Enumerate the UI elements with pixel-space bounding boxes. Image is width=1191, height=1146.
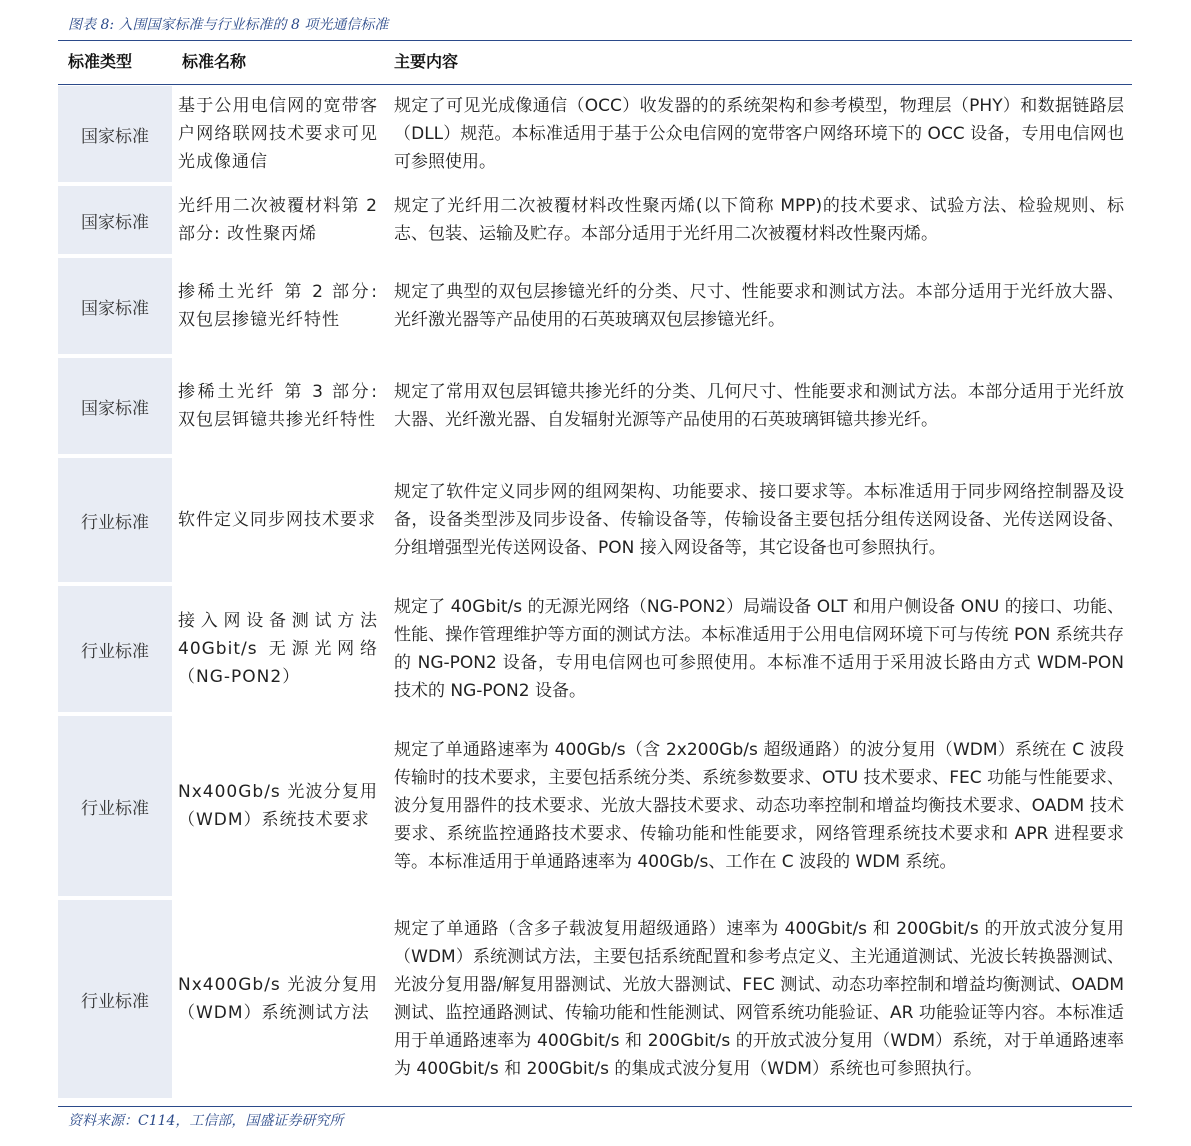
standard-name: Nx400Gb/s 光波分复用（WDM）系统技术要求 (178, 782, 378, 830)
standard-content: 规定了可见光成像通信（OCC）收发器的的系统架构和参考模型，物理层（PHY）和数据链路层（DLL）规范。本标准适用于基于公众电信网的宽带客户网络环境下的 OCC 设备，专用电信网也可参照使用。 (394, 96, 1124, 172)
standard-type: 国家标准 (58, 258, 172, 354)
header-divider (58, 84, 1132, 85)
figure-caption: 图表 8: 入围国家标准与行业标准的 8 项光通信标准 (68, 17, 389, 33)
standard-type: 行业标准 (58, 586, 172, 712)
standard-content: 规定了软件定义同步网的组网架构、功能要求、接口要求等。本标准适用于同步网络控制器及设备，设备类型涉及同步设备、传输设备等，传输设备主要包括分组传送网设备、光传送网设备、分组增强型光传送网设备、PON 接入网设备等，其它设备也可参照执行。 (394, 482, 1124, 558)
standard-content: 规定了单通路速率为 400Gb/s（含 2x200Gb/s 超级通路）的波分复用（WDM）系统在 C 波段传输时的技术要求，主要包括系统分类、系统参数要求、OTU 技术要求、FEC 功能与性能要求、波分复用器件的技术要求、光放大器技术要求、动态功率控制和增益均衡技术要求、OADM 技术要求、系统监控通路技术要求、传输功能和性能要求，网络管理系统技术要求和 APR 进程要求等。本标准适用于单通路速率为 400Gb/s、工作在 C 波段的 WDM 系统。 (394, 740, 1124, 872)
standard-content: 规定了 40Gbit/s 的无源光网络（NG-PON2）局端设备 OLT 和用户侧设备 ONU 的接口、功能、性能、操作管理维护等方面的测试方法。本标准适用于公用电信网环境下可与传统 PON 系统共存的 NG-PON2 设备，专用电信网也可参照使用。本标准不适用于采用波长路由方式 WDM-PON 技术的 NG-PON2 设备。 (394, 597, 1124, 701)
footer-divider (58, 1106, 1132, 1107)
standard-name: 软件定义同步网技术要求 (178, 510, 376, 530)
table-header (58, 41, 1132, 83)
standards-table (58, 86, 1132, 1102)
table-row (58, 586, 1132, 716)
standard-type: 国家标准 (58, 358, 172, 454)
standard-type: 行业标准 (58, 716, 172, 896)
standard-name: 光纤用二次被覆材料第 2 部分: 改性聚丙烯 (178, 196, 378, 244)
standard-type: 国家标准 (58, 86, 172, 182)
table-row (58, 900, 1132, 1102)
source-note: 资料来源：C114，工信部，国盛证券研究所 (68, 1113, 344, 1129)
header-name: 标准名称 (182, 52, 247, 71)
standard-type: 国家标准 (58, 186, 172, 254)
standard-name: Nx400Gb/s 光波分复用（WDM）系统测试方法 (178, 975, 378, 1023)
table-row (58, 358, 1132, 458)
standard-name: 掺稀土光纤 第 3 部分: 双包层铒镱共掺光纤特性 (178, 382, 378, 430)
standard-name: 接入网设备测试方法 40Gbit/s 无源光网络（NG-PON2） (178, 611, 378, 687)
standard-content: 规定了常用双包层铒镱共掺光纤的分类、几何尺寸、性能要求和测试方法。本部分适用于光纤放大器、光纤激光器、自发辐射光源等产品使用的石英玻璃铒镱共掺光纤。 (394, 382, 1124, 430)
standard-type: 行业标准 (58, 458, 172, 582)
table-row (58, 458, 1132, 586)
table-row (58, 258, 1132, 358)
header-content: 主要内容 (394, 52, 459, 71)
standard-content: 规定了光纤用二次被覆材料改性聚丙烯(以下简称 MPP)的技术要求、试验方法、检验规则、标志、包装、运输及贮存。本部分适用于光纤用二次被覆材料改性聚丙烯。 (394, 196, 1124, 244)
standard-name: 基于公用电信网的宽带客户网络联网技术要求可见光成像通信 (178, 96, 378, 172)
table-row (58, 186, 1132, 258)
standard-type: 行业标准 (58, 900, 172, 1098)
standard-content: 规定了单通路（含多子载波复用超级通路）速率为 400Gbit/s 和 200Gbit/s 的开放式波分复用（WDM）系统测试方法，主要包括系统配置和参考点定义、主光通道测试、光波长转换器测试、光波分复用器/解复用器测试、光放大器测试、FEC 测试、动态功率控制和增益均衡测试、OADM 测试、监控通路测试、传输功能和性能测试、网管系统功能验证、AR 功能验证等内容。本标准适用于单通路速率为 400Gbit/s 和 200Gbit/s 的开放式波分复用（WDM）系统，对于单通路速率为 400Gbit/s 和 200Gbit/s 的集成式波分复用（WDM）系统也可参照执行。 (394, 919, 1124, 1079)
table-row (58, 716, 1132, 900)
header-type: 标准类型 (68, 52, 133, 71)
standard-content: 规定了典型的双包层掺镱光纤的分类、尺寸、性能要求和测试方法。本部分适用于光纤放大器、光纤激光器等产品使用的石英玻璃双包层掺镱光纤。 (394, 282, 1124, 330)
standard-name: 掺稀土光纤 第 2 部分: 双包层掺镱光纤特性 (178, 282, 378, 330)
table-row (58, 86, 1132, 186)
